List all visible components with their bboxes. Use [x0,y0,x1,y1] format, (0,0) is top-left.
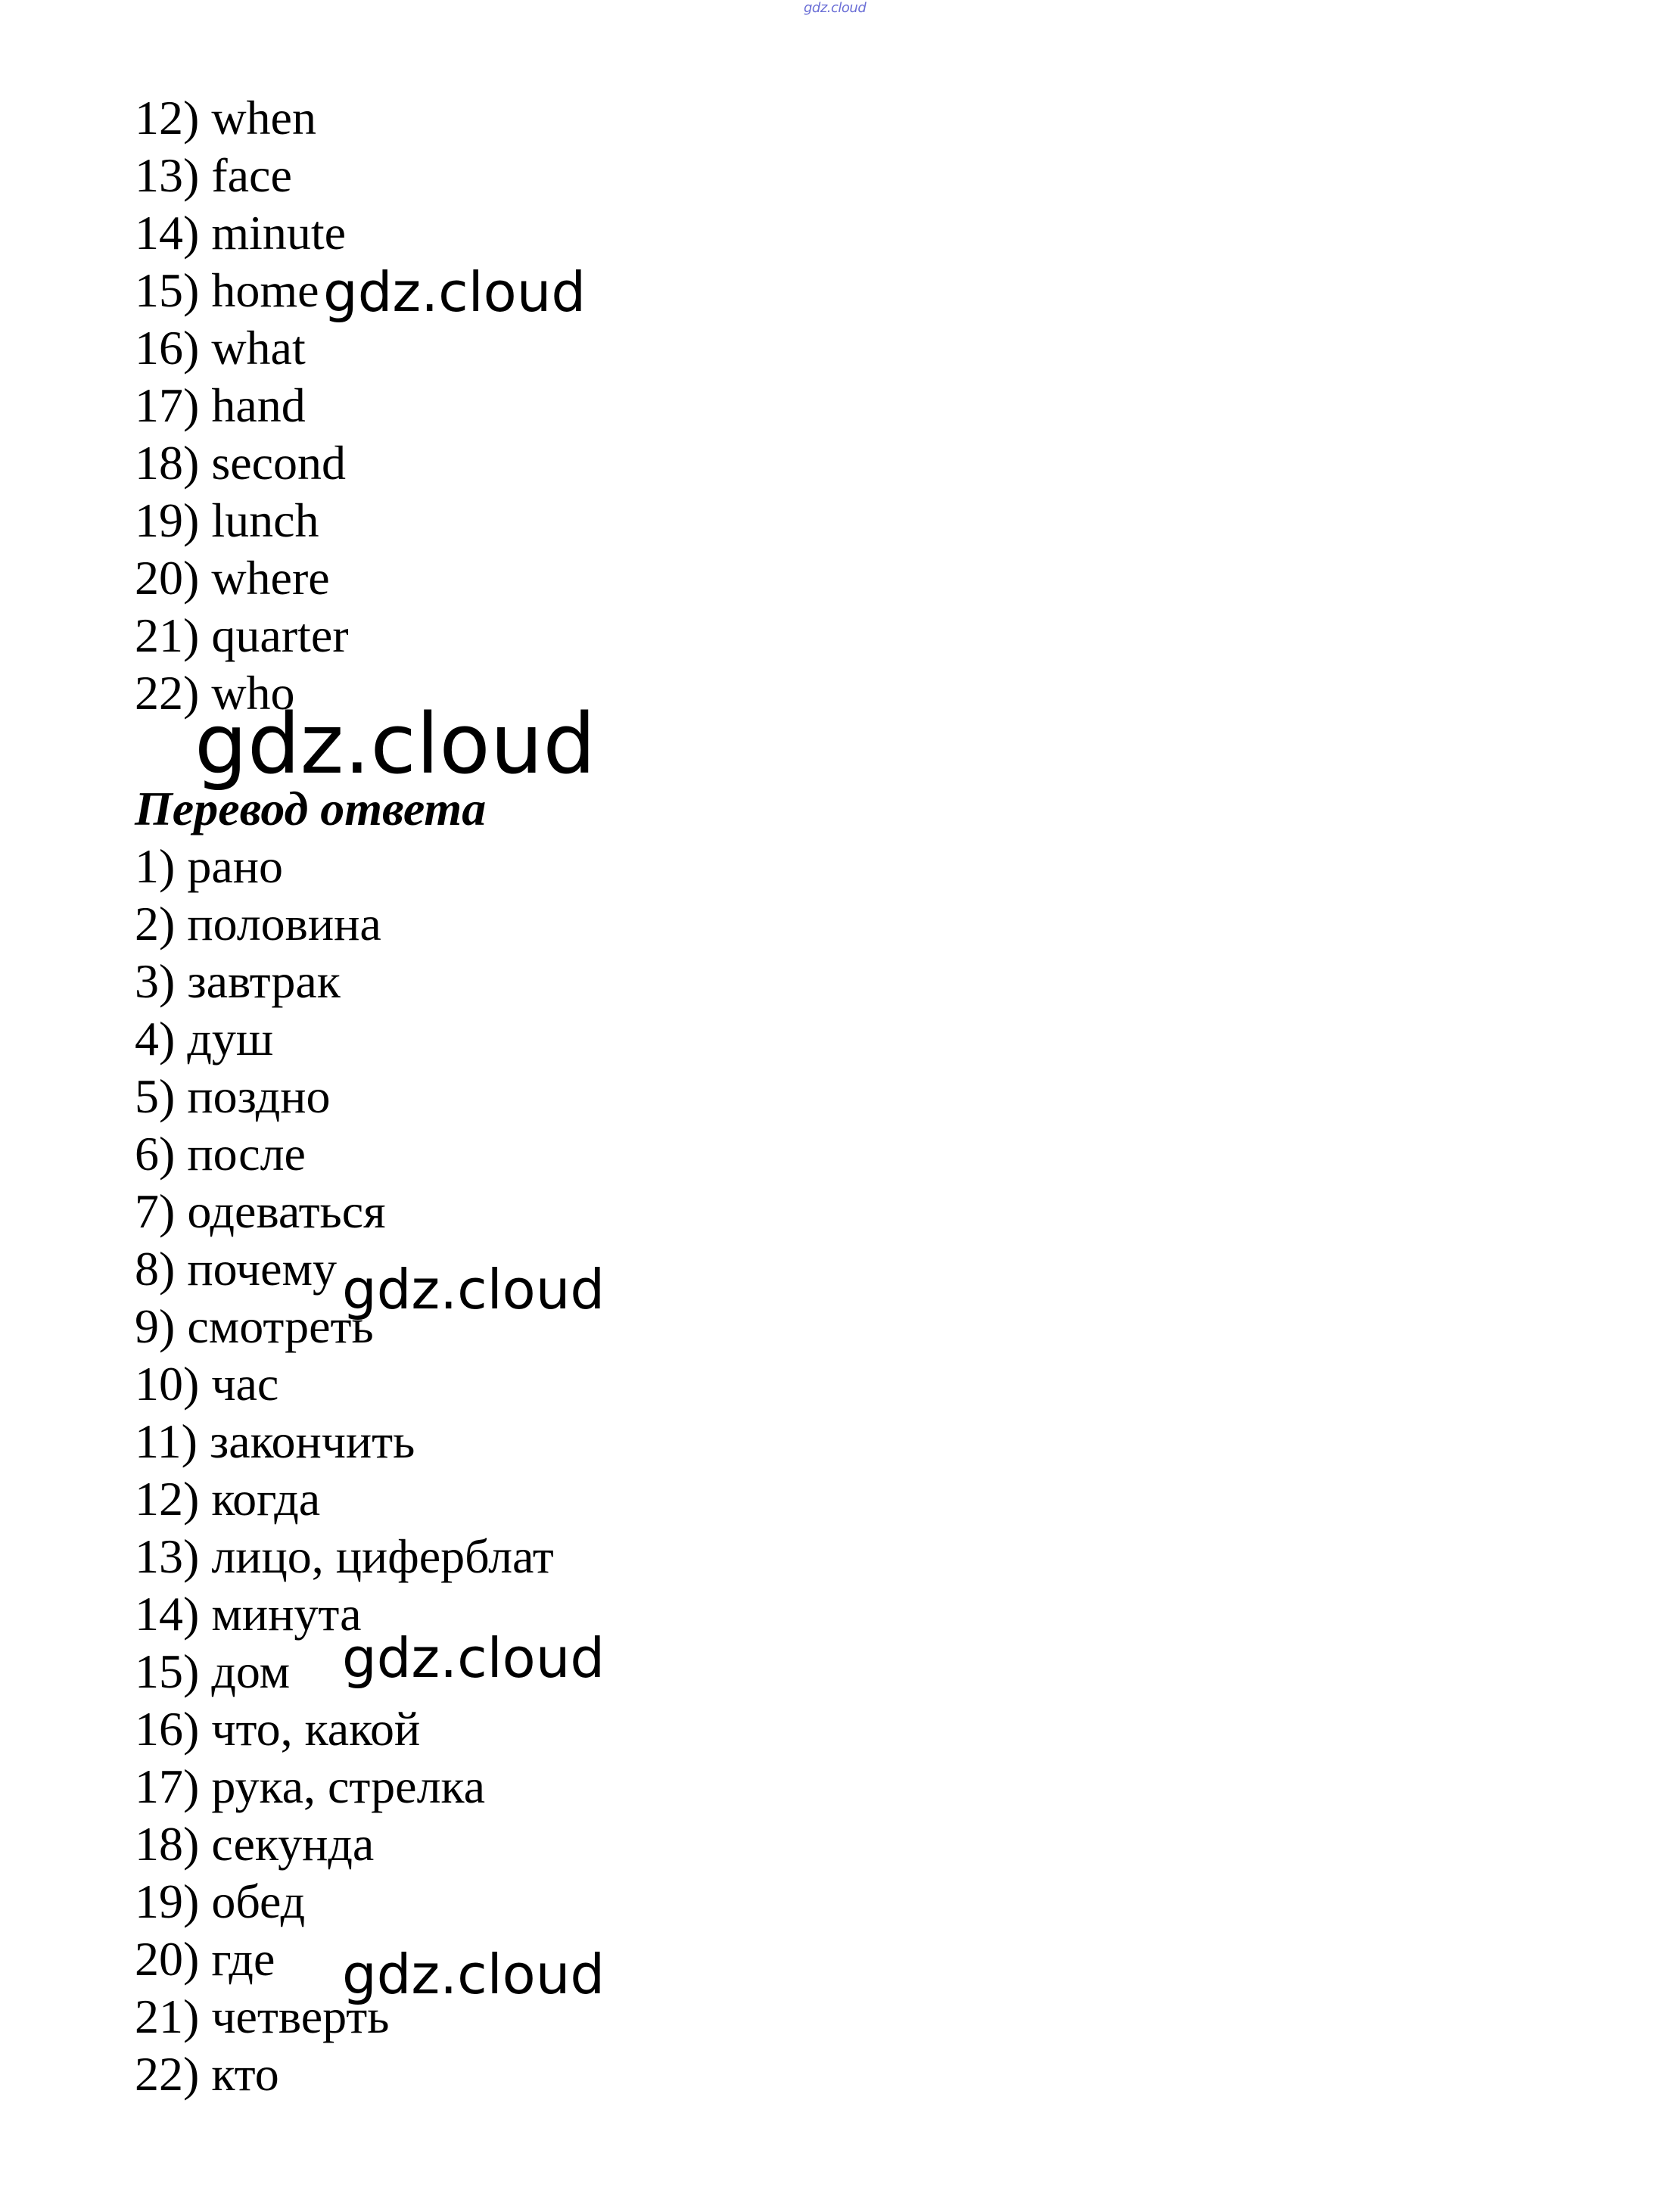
list-item: 19) lunch [135,493,319,547]
list-item: 12) когда [135,1472,321,1526]
list-item: 8) почему [135,1242,337,1296]
list-item: 3) завтрак [135,954,341,1008]
watermark: gdz.cloud [194,695,596,792]
list-item: 13) face [135,148,292,202]
list-item: 9) смотреть [135,1299,374,1353]
list-item: 4) душ [135,1012,274,1066]
list-item: 22) who [135,666,295,720]
watermark: gdz.cloud [323,260,587,324]
watermark: gdz.cloud [342,1626,605,1690]
list-item: 20) where [135,551,330,605]
list-item: 16) what [135,321,306,375]
list-item: 16) что, какой [135,1702,421,1756]
list-item: 12) when [135,91,316,145]
list-item: 13) лицо, циферблат [135,1529,554,1583]
list-item: 20) где [135,1932,275,1986]
list-item: 2) половина [135,897,381,950]
list-item: 10) час [135,1357,279,1411]
list-item: 22) кто [135,2047,279,2101]
list-item: 1) рано [135,839,283,893]
list-item: 6) после [135,1127,306,1181]
list-item: 14) minute [135,206,347,260]
list-item: 17) hand [135,378,306,432]
list-item: 15) дом [135,1644,291,1698]
list-item: 11) закончить [135,1414,415,1468]
list-item: 17) рука, стрелка [135,1759,486,1813]
list-item: 21) quarter [135,608,349,662]
translation-list [135,838,554,2103]
list-item: 14) минута [135,1587,362,1641]
watermark: gdz.cloud [342,1258,605,1321]
watermark: gdz.cloud [342,1943,605,2006]
list-item: 18) second [135,436,347,490]
top-watermark: gdz.cloud [804,0,867,16]
english-word-list [135,89,349,722]
list-item: 19) обед [135,1874,306,1928]
translation-heading: Перевод ответа [135,782,487,835]
list-item: 5) поздно [135,1069,331,1123]
list-item: 15) home [135,263,319,317]
list-item: 21) четверть [135,1990,390,2043]
list-item: 7) одеваться [135,1184,386,1238]
list-item: 18) секунда [135,1817,375,1871]
